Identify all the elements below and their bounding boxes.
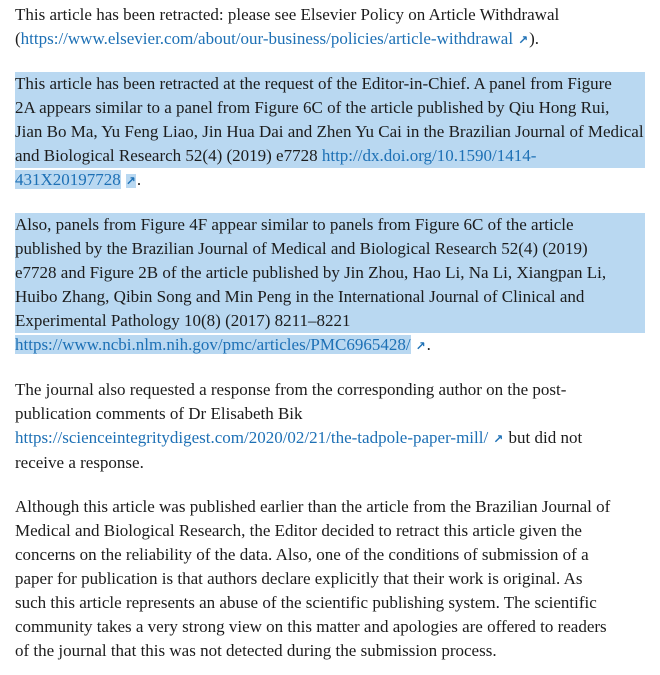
text-line — [15, 639, 645, 663]
text-line — [15, 591, 645, 615]
text-line — [15, 378, 645, 402]
withdrawal-policy-paragraph — [15, 3, 645, 52]
text-segment: ). — [529, 29, 540, 48]
text-line — [15, 120, 645, 144]
text-segment: of the journal that this was not detected during the submission process. — [15, 641, 497, 660]
text-line — [15, 168, 645, 193]
text-segment: such this article represents an abuse of the scientific publishing system. The scientific — [15, 593, 597, 612]
text-segment: Medical and Biological Research, the Editor decided to retract this article given the — [15, 521, 582, 540]
text-segment: community takes a very strong view on this matter and apologies are offered to readers — [15, 617, 607, 636]
text-segment: publication comments of Dr Elisabeth Bik — [15, 404, 303, 423]
figure-similarity-paragraph — [15, 213, 645, 358]
text-segment: Jian Bo Ma, Yu Feng Liao, Jin Hua Dai and Zhen Yu Cai in the Brazilian Journal of Medical — [15, 122, 644, 141]
text-segment: receive a response. — [15, 453, 144, 472]
text-segment: published by the Brazilian Journal of Medical and Biological Research 52(4) (2019) — [15, 239, 588, 258]
author-response-paragraph — [15, 378, 645, 475]
text-line — [15, 402, 645, 426]
text-line — [15, 495, 645, 519]
text-segment: . — [426, 335, 431, 354]
text-line — [15, 144, 645, 168]
external-link-icon: ↗ — [415, 339, 426, 353]
doi-link[interactable]: http://dx.doi.org/10.1590/1414- — [321, 146, 537, 165]
text-segment: . — [136, 170, 142, 189]
text-segment: This article has been retracted at the request of the Editor-in-Chief. A panel from Figure — [15, 74, 612, 93]
text-line — [15, 27, 645, 52]
text-segment: and Biological Research 52(4) (2019) e7728 — [15, 146, 322, 165]
text-segment: but did not — [504, 428, 583, 447]
text-line — [15, 96, 645, 120]
text-line — [15, 3, 645, 27]
text-line — [15, 451, 645, 475]
text-segment: This article has been retracted: please see Elsevier Policy on Article Withdrawal — [15, 5, 560, 24]
text-segment: The journal also requested a response from the corresponding author on the post- — [15, 380, 567, 399]
text-segment: Huibo Zhang, Qibin Song and Min Peng in the International Journal of Clinical and — [15, 287, 585, 306]
text-line — [15, 261, 645, 285]
text-line — [15, 237, 645, 261]
retraction-reason-paragraph — [15, 72, 645, 193]
science-integrity-digest-link[interactable]: https://scienceintegritydigest.com/2020/02/21/the-tadpole-paper-mill/ — [15, 428, 489, 447]
text-segment: 2A appears similar to a panel from Figure 6C of the article published by Qiu Hong Rui, — [15, 98, 610, 117]
doi-link-continued[interactable]: 431X20197728 — [15, 170, 121, 189]
external-link-icon: ↗ — [518, 33, 529, 47]
text-segment: ( — [15, 29, 21, 48]
text-segment: Experimental Pathology 10(8) (2017) 8211–8221 — [15, 311, 351, 330]
text-segment: concerns on the reliability of the data. Also, one of the conditions of submission of a — [15, 545, 589, 564]
text-segment: Although this article was published earlier than the article from the Brazilian Journal of — [15, 497, 611, 516]
text-segment: paper for publication is that authors declare explicitly that their work is original. As — [15, 569, 583, 588]
text-line — [15, 72, 645, 96]
text-line — [15, 615, 645, 639]
text-segment: e7728 and Figure 2B of the article published by Jin Zhou, Hao Li, Na Li, Xiangpan Li, — [15, 263, 607, 282]
text-line — [15, 543, 645, 567]
text-line — [15, 519, 645, 543]
elsevier-policy-link[interactable]: https://www.elsevier.com/about/our-business/policies/article-withdrawal — [20, 29, 514, 48]
text-line — [15, 333, 645, 358]
text-line — [15, 285, 645, 309]
text-segment: Also, panels from Figure 4F appear similar to panels from Figure 6C of the article — [15, 215, 574, 234]
pmc-article-link[interactable]: https://www.ncbi.nlm.nih.gov/pmc/articles/PMC6965428/ — [15, 335, 411, 354]
text-line — [15, 426, 645, 451]
external-link-icon: ↗ — [125, 174, 136, 188]
text-line — [15, 213, 645, 237]
external-link-icon: ↗ — [493, 432, 504, 446]
text-line — [15, 567, 645, 591]
editor-decision-paragraph — [15, 495, 645, 663]
text-line — [15, 309, 645, 333]
